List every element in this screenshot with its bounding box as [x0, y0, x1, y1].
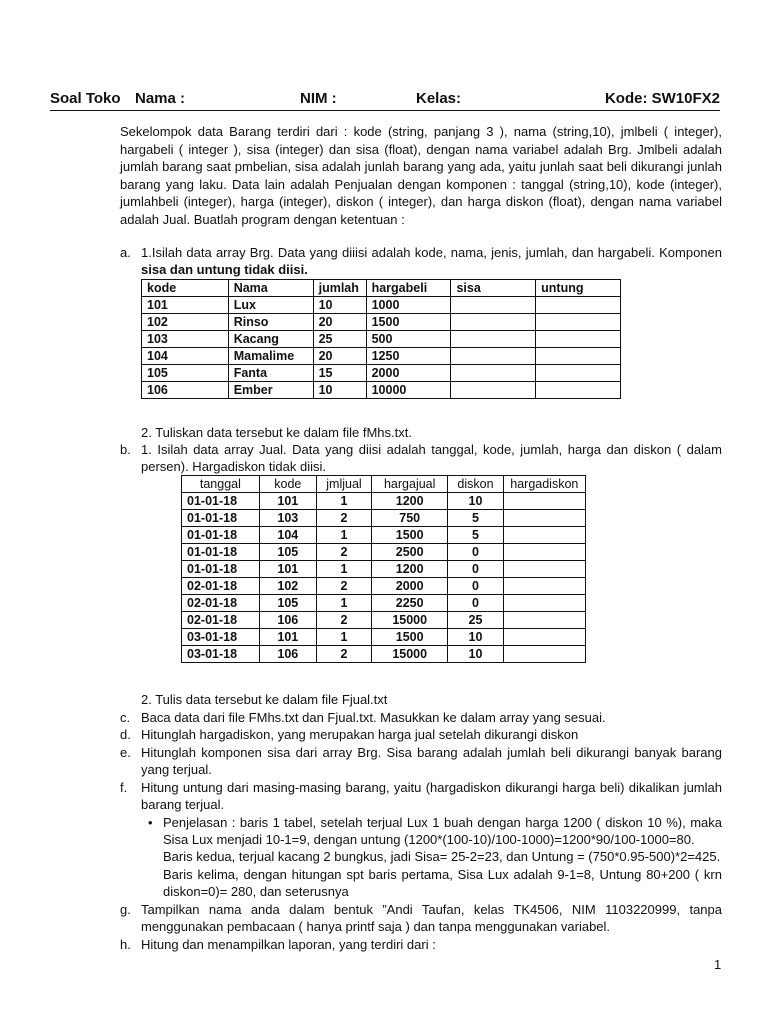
header-title: Soal Toko [50, 90, 121, 107]
table-row [182, 629, 586, 646]
page-number: 1 [714, 957, 722, 972]
item-b-marker: b. [120, 442, 131, 457]
table-cell: 2 [316, 578, 371, 595]
table-cell: 15000 [372, 612, 448, 629]
table-cell: 2 [316, 646, 371, 663]
item-f-text: Hitung untung dari masing-masing barang, yaitu (hargadiskon dikurangi harga beli) dikalikan jumlah barang terjual. [141, 780, 722, 812]
table-cell: 5 [448, 527, 503, 544]
table-cell: 01-01-18 [182, 561, 260, 578]
item-b-text: 1. Isilah data array Jual. Data yang diisi adalah tanggal, kode, jumlah, harga dan diskon ( dalam persen). Hargadiskon tidak diisi. [141, 442, 722, 474]
table-cell: 101 [142, 297, 229, 314]
column-header: jumlah [313, 280, 366, 297]
column-header: kode [259, 476, 316, 493]
table-cell: Rinso [228, 314, 313, 331]
table-row [182, 510, 586, 527]
table-cell: 02-01-18 [182, 612, 260, 629]
table-cell [503, 561, 585, 578]
table-cell: Mamalime [228, 348, 313, 365]
header-kode-label: Kode: SW10FX2 [604, 90, 720, 107]
header-kelas-label: Kelas: [416, 90, 462, 107]
explanation-bullet [148, 814, 722, 900]
table-cell: 105 [259, 544, 316, 561]
table-cell: 01-01-18 [182, 493, 260, 510]
item-c-text: Baca data dari file FMhs.txt dan Fjual.txt. Masukkan ke dalam array yang sesuai. [141, 710, 606, 725]
explanation-line-2: Baris kedua, terjual kacang 2 bungkus, jadi Sisa= 25-2=23, dan Untung = (750*0.95-500)*2=425. [163, 849, 721, 865]
table-row [182, 612, 586, 629]
table-cell: 20 [313, 314, 366, 331]
item-h-marker: h. [120, 937, 131, 952]
table-row [142, 331, 621, 348]
column-header: hargadiskon [503, 476, 585, 493]
table-cell: 25 [448, 612, 503, 629]
table-cell: 102 [259, 578, 316, 595]
table-cell: 1 [316, 561, 371, 578]
column-header: hargabeli [366, 280, 451, 297]
header-nim-label: NIM : [300, 90, 337, 107]
item-g-marker: g. [120, 902, 131, 917]
table-cell: 2 [316, 612, 371, 629]
table-cell: 102 [142, 314, 229, 331]
table-cell: 03-01-18 [182, 646, 260, 663]
table-cell: 105 [142, 365, 229, 382]
table-cell: 1200 [372, 493, 448, 510]
column-header: kode [142, 280, 229, 297]
bullet-dot: • [148, 815, 153, 830]
table-brg [141, 279, 621, 399]
item-a-bold-text: sisa dan untung tidak diisi. [141, 262, 308, 277]
table-cell: 10 [448, 646, 503, 663]
table-cell [503, 510, 585, 527]
table-cell: Kacang [228, 331, 313, 348]
table-cell: 1500 [372, 629, 448, 646]
item-f [120, 779, 722, 813]
item-b-step2: 2. Tulis data tersebut ke dalam file Fjual.txt [141, 692, 388, 707]
table-cell [503, 544, 585, 561]
table-jual-body [182, 493, 586, 663]
table-cell: 101 [259, 629, 316, 646]
table-cell [503, 493, 585, 510]
table-cell: 10 [448, 629, 503, 646]
table-cell: 1 [316, 527, 371, 544]
item-a-text: 1.Isilah data array Brg. Data yang diiisi adalah kode, nama, jenis, jumlah, dan hargabeli. Komponen [141, 245, 722, 260]
table-cell: 10000 [366, 382, 451, 399]
item-a-step2: 2. Tuliskan data tersebut ke dalam file fMhs.txt. [141, 425, 412, 440]
table-cell: 750 [372, 510, 448, 527]
table-cell: 2250 [372, 595, 448, 612]
table-cell: 2000 [366, 365, 451, 382]
table-cell [536, 331, 621, 348]
table-cell: 106 [259, 612, 316, 629]
item-e-marker: e. [120, 745, 131, 760]
table-cell: 106 [142, 382, 229, 399]
table-row [182, 595, 586, 612]
table-cell: 03-01-18 [182, 629, 260, 646]
table-cell: Ember [228, 382, 313, 399]
table-cell [536, 314, 621, 331]
item-c-marker: c. [120, 710, 131, 725]
table-cell [451, 365, 536, 382]
column-header: tanggal [182, 476, 260, 493]
table-cell: 1 [316, 595, 371, 612]
table-cell [451, 314, 536, 331]
table-cell: 5 [448, 510, 503, 527]
table-cell [451, 382, 536, 399]
table-row [142, 297, 621, 314]
table-cell: 101 [259, 493, 316, 510]
table-cell: 500 [366, 331, 451, 348]
column-header: hargajual [372, 476, 448, 493]
table-row [142, 382, 621, 399]
table-jual [181, 475, 586, 663]
item-a [120, 244, 722, 278]
table-cell: 104 [259, 527, 316, 544]
column-header: Nama [228, 280, 313, 297]
table-jual-header-row [182, 476, 586, 493]
table-cell [451, 331, 536, 348]
table-row [142, 314, 621, 331]
table-cell: 01-01-18 [182, 510, 260, 527]
table-cell [451, 348, 536, 365]
item-g-text: Tampilkan nama anda dalam bentuk ”Andi Taufan, kelas TK4506, NIM 1103220999, tanpa menggunakan pembacaan ( hanya printf saja ) dan tanpa menggunakan variabel. [141, 902, 722, 934]
table-cell: 2000 [372, 578, 448, 595]
table-cell: 01-01-18 [182, 527, 260, 544]
item-e [120, 744, 722, 778]
column-header: jmljual [316, 476, 371, 493]
item-c [120, 709, 722, 726]
header-nama-label: Nama : [135, 90, 186, 107]
table-cell [451, 297, 536, 314]
table-row [142, 348, 621, 365]
explanation-line-3: Baris kelima, dengan hitungan spt baris pertama, Sisa Lux adalah 9-1=8, Untung 80+200 ( krn diskon=0)= 280, dan seterusnya [163, 866, 722, 899]
table-cell [503, 629, 585, 646]
item-b [120, 441, 722, 475]
table-cell: 15 [313, 365, 366, 382]
table-cell: 1 [316, 493, 371, 510]
table-cell [503, 527, 585, 544]
table-cell: 0 [448, 595, 503, 612]
table-row [182, 544, 586, 561]
table-cell: 2500 [372, 544, 448, 561]
table-cell: 106 [259, 646, 316, 663]
table-cell: 25 [313, 331, 366, 348]
table-brg-body [142, 297, 621, 399]
table-cell: 0 [448, 578, 503, 595]
table-cell: 103 [259, 510, 316, 527]
item-h-text: Hitung dan menampilkan laporan, yang terdiri dari : [141, 937, 436, 952]
table-cell: Lux [228, 297, 313, 314]
table-cell [503, 595, 585, 612]
table-cell: 10 [313, 297, 366, 314]
table-cell: 01-01-18 [182, 544, 260, 561]
table-cell: 1500 [366, 314, 451, 331]
table-row [182, 646, 586, 663]
table-brg-header-row [142, 280, 621, 297]
table-cell: 2 [316, 510, 371, 527]
item-h [120, 936, 722, 953]
item-a-marker: a. [120, 245, 131, 260]
table-row [182, 527, 586, 544]
intro-paragraph: Sekelompok data Barang terdiri dari : kode (string, panjang 3 ), nama (string,10), jmlbeli ( integer), hargabeli ( integer ), sisa (integer) dan sisa (float), dengan nama variabel adalah Brg. Jmlbeli adalah jumlah barang saat pmbelian, sisa adalah junlah barang yang ada, yaitu junlah saat beli dikurangi junlah barang yang laku. Data lain adalah Penjualan dengan komponen : tanggal (string,10), kode (integer), jumlahbeli (integer), harga (integer), diskon ( integer), dan harga diskon (float), dengan nama variabel adalah Jual. Buatlah program dengan ketentuan : [120, 124, 722, 227]
column-header: diskon [448, 476, 503, 493]
item-g [120, 901, 722, 935]
explanation-line-1: Penjelasan : baris 1 tabel, setelah terjual Lux 1 buah dengan harga 1200 ( diskon 10 %), maka Sisa Lux menjadi 10-1=9, dengan untung (1200*(100-10)/100-1000)=1200*90/100-1000=80. [163, 815, 722, 848]
table-row [142, 365, 621, 382]
table-row [182, 561, 586, 578]
table-cell: 15000 [372, 646, 448, 663]
table-cell [536, 365, 621, 382]
table-cell: 2 [316, 544, 371, 561]
table-cell: 02-01-18 [182, 578, 260, 595]
table-cell: 10 [448, 493, 503, 510]
item-f-marker: f. [120, 780, 128, 795]
table-cell: 1250 [366, 348, 451, 365]
table-cell [503, 646, 585, 663]
table-cell [536, 348, 621, 365]
table-cell: 0 [448, 561, 503, 578]
table-cell: 105 [259, 595, 316, 612]
table-cell [503, 612, 585, 629]
table-cell: 1500 [372, 527, 448, 544]
table-cell [536, 297, 621, 314]
table-cell: 104 [142, 348, 229, 365]
table-cell: 103 [142, 331, 229, 348]
item-d-text: Hitunglah hargadiskon, yang merupakan harga jual setelah dikurangi diskon [141, 727, 579, 742]
table-cell: 0 [448, 544, 503, 561]
table-cell: 101 [259, 561, 316, 578]
document-header [50, 90, 720, 111]
table-cell: 1200 [372, 561, 448, 578]
table-row [182, 578, 586, 595]
item-d-marker: d. [120, 727, 131, 742]
table-cell [503, 578, 585, 595]
table-cell: 02-01-18 [182, 595, 260, 612]
table-cell: 1 [316, 629, 371, 646]
table-row [182, 493, 586, 510]
item-e-text: Hitunglah komponen sisa dari array Brg. Sisa barang adalah jumlah beli dikurangi banyak barang yang terjual. [141, 745, 722, 777]
column-header: sisa [451, 280, 536, 297]
item-d [120, 726, 722, 743]
column-header: untung [536, 280, 621, 297]
table-cell: 20 [313, 348, 366, 365]
table-cell: 10 [313, 382, 366, 399]
table-cell [536, 382, 621, 399]
table-cell: 1000 [366, 297, 451, 314]
table-cell: Fanta [228, 365, 313, 382]
